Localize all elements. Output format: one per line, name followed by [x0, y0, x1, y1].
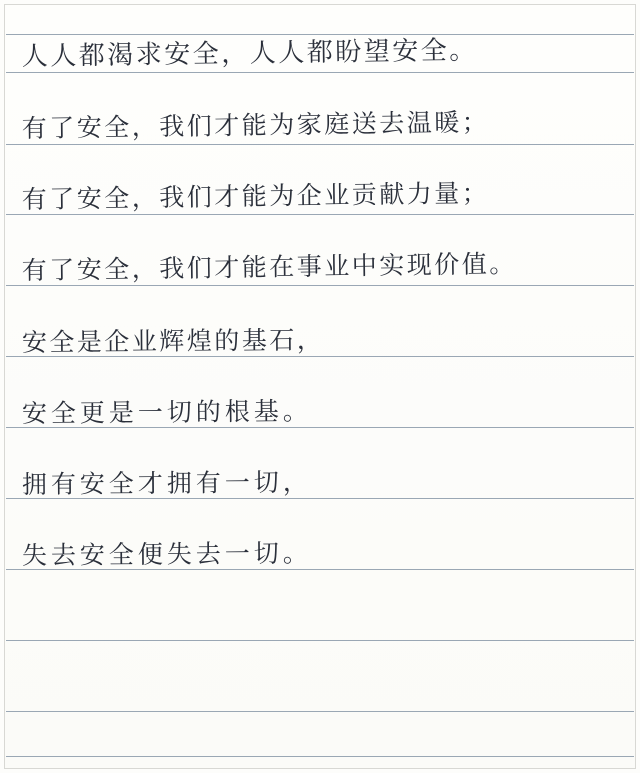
handwritten-line-5: 安全是企业辉煌的基石， [21, 325, 325, 358]
handwritten-line-2: 有了安全，我们才能为家庭送去温暖； [21, 107, 490, 144]
handwritten-line-1: 人人都渴求安全，人人都盼望安全。 [21, 35, 478, 72]
handwritten-line-6: 安全更是一切的根基。 [21, 396, 312, 429]
handwritten-line-4: 有了安全，我们才能在事业中实现价值。 [21, 249, 517, 286]
handwritten-line-7: 拥有安全才拥有一切， [21, 467, 312, 500]
handwritten-line-3: 有了安全，我们才能为企业贡献力量； [21, 178, 490, 215]
handwritten-line-8: 失去安全便失去一切。 [21, 538, 312, 571]
